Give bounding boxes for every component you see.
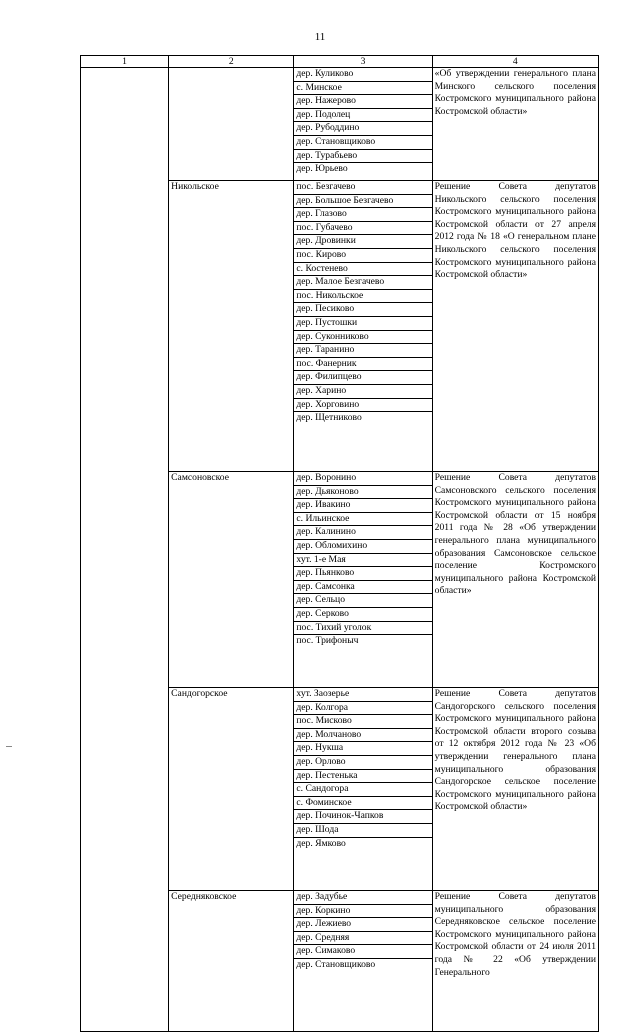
- village-item: дер. Большое Безгачево: [294, 195, 431, 209]
- column-header: 1: [81, 56, 169, 68]
- village-item: дер. Пустошки: [294, 317, 431, 331]
- village-item: дер. Юрьево: [296, 163, 348, 175]
- village-item: дер. Дьяконово: [294, 486, 431, 500]
- village-item: дер. Средняя: [294, 932, 431, 946]
- decision-description: Решение Совета депутатов Никольского сельского поселения Костромского муниципального района Костромской области от 27 апреля 2012 года № 18 «О генеральном плане Никольского сельского поселения Костромского муниципального района Костромской области»: [432, 181, 598, 472]
- village-item: дер. Становщиково: [294, 136, 431, 150]
- settlement-name: Никольское: [169, 181, 294, 472]
- settlements-table: [80, 55, 599, 1032]
- village-item: пос. Фанерник: [294, 358, 431, 372]
- village-item: пос. Мисково: [294, 715, 431, 729]
- settlement-name: [169, 68, 294, 181]
- village-item: дер. Таранино: [294, 344, 431, 358]
- village-item: дер. Хорговино: [294, 399, 431, 413]
- margin-mark: [6, 746, 12, 747]
- village-item: дер. Колгора: [294, 702, 431, 716]
- village-item: дер. Починок-Чапков: [294, 810, 431, 824]
- decision-description: Решение Совета депутатов муниципального образования Середняковское сельское поселение Костромского муниципального района Костромской области от 24 июля 2011 года № 22 «Об утверждении Генерального: [432, 891, 598, 1032]
- village-item: дер. Суконниково: [294, 331, 431, 345]
- village-item: дер. Задубье: [294, 891, 431, 905]
- village-item: с. Сандогора: [294, 783, 431, 797]
- table-row: [81, 68, 599, 181]
- column-header: 3: [294, 56, 432, 68]
- decision-description: Решение Совета депутатов Самсоновского сельского поселения Костромского муниципального района Костромской области от 15 ноября 2011 года № 28 «Об утверждении генерального плана муниципального образования Самсоновское сельское поселение Костромского муниципального района Костромской области»: [432, 472, 598, 688]
- village-item: дер. Шода: [294, 824, 431, 838]
- village-item: пос. Никольское: [294, 290, 431, 304]
- village-item: с. Костенево: [294, 263, 431, 277]
- decision-description: «Об утверждении генерального плана Минского сельского поселения Костромского муниципального района Костромской области»: [432, 68, 598, 181]
- table-header-row: [81, 56, 599, 68]
- village-item: дер. Малое Безгачево: [294, 276, 431, 290]
- village-item: дер. Филипцево: [294, 371, 431, 385]
- village-item: пос. Кирово: [294, 249, 431, 263]
- village-item: дер. Симаково: [294, 945, 431, 959]
- village-item: дер. Калинино: [294, 526, 431, 540]
- village-item: пос. Губачево: [294, 222, 431, 236]
- villages-list: [294, 891, 432, 1032]
- village-item: дер. Становщиково: [296, 958, 376, 970]
- village-item: хут. 1-е Мая: [294, 554, 431, 568]
- village-item: дер. Глазово: [294, 208, 431, 222]
- village-item: дер. Харино: [294, 385, 431, 399]
- village-item: дер. Коркино: [294, 905, 431, 919]
- settlement-name: Сандогорское: [169, 688, 294, 891]
- village-item: дер. Дровинки: [294, 235, 431, 249]
- village-item: с. Ильинское: [294, 513, 431, 527]
- column-header: 2: [169, 56, 294, 68]
- blank-number-cell: [81, 68, 169, 1032]
- village-item: дер. Самсонка: [294, 581, 431, 595]
- village-item: дер. Орлово: [294, 756, 431, 770]
- village-item: дер. Серково: [294, 608, 431, 622]
- villages-list: [294, 181, 432, 472]
- village-item: дер. Ивакино: [294, 499, 431, 513]
- village-item: дер. Нукша: [294, 742, 431, 756]
- table-body: [81, 68, 599, 1032]
- village-item: дер. Обломихино: [294, 540, 431, 554]
- village-item: дер. Куликово: [294, 68, 431, 82]
- village-item: хут. Заозерье: [294, 688, 431, 702]
- village-item: дер. Ямково: [296, 837, 346, 849]
- village-item: пос. Трифоныч: [296, 635, 359, 647]
- village-item: дер. Песиково: [294, 303, 431, 317]
- column-header: 4: [432, 56, 598, 68]
- village-item: дер. Рубоддино: [294, 122, 431, 136]
- village-item: дер. Нажерово: [294, 95, 431, 109]
- villages-list: [294, 472, 432, 688]
- decision-description: Решение Совета депутатов Сандогорского сельского поселения Костромского муниципального района Костромской области второго созыва от 12 октября 2012 года № 23 «Об утверждении генерального плана муниципального образования Сандогорское сельское поселение Костромского муниципального района Костромской области»: [432, 688, 598, 891]
- village-item: пос. Безгачево: [294, 181, 431, 195]
- village-item: дер. Пьянково: [294, 567, 431, 581]
- village-item: с. Фоминское: [294, 797, 431, 811]
- village-item: дер. Щетниково: [296, 412, 362, 424]
- village-item: дер. Подолец: [294, 109, 431, 123]
- settlement-name: Середняковское: [169, 891, 294, 1032]
- page-number: 11: [314, 31, 326, 43]
- village-item: дер. Молчаново: [294, 729, 431, 743]
- village-item: дер. Турабьево: [294, 150, 431, 164]
- village-item: с. Минское: [294, 82, 431, 96]
- villages-list: [294, 68, 432, 181]
- village-item: пос. Тихий уголок: [294, 622, 431, 636]
- villages-list: [294, 688, 432, 891]
- village-item: дер. Лежиево: [294, 918, 431, 932]
- village-item: дер. Пестенька: [294, 770, 431, 784]
- village-item: дер. Воронино: [294, 472, 431, 486]
- village-item: дер. Сельцо: [294, 594, 431, 608]
- settlement-name: Самсоновское: [169, 472, 294, 688]
